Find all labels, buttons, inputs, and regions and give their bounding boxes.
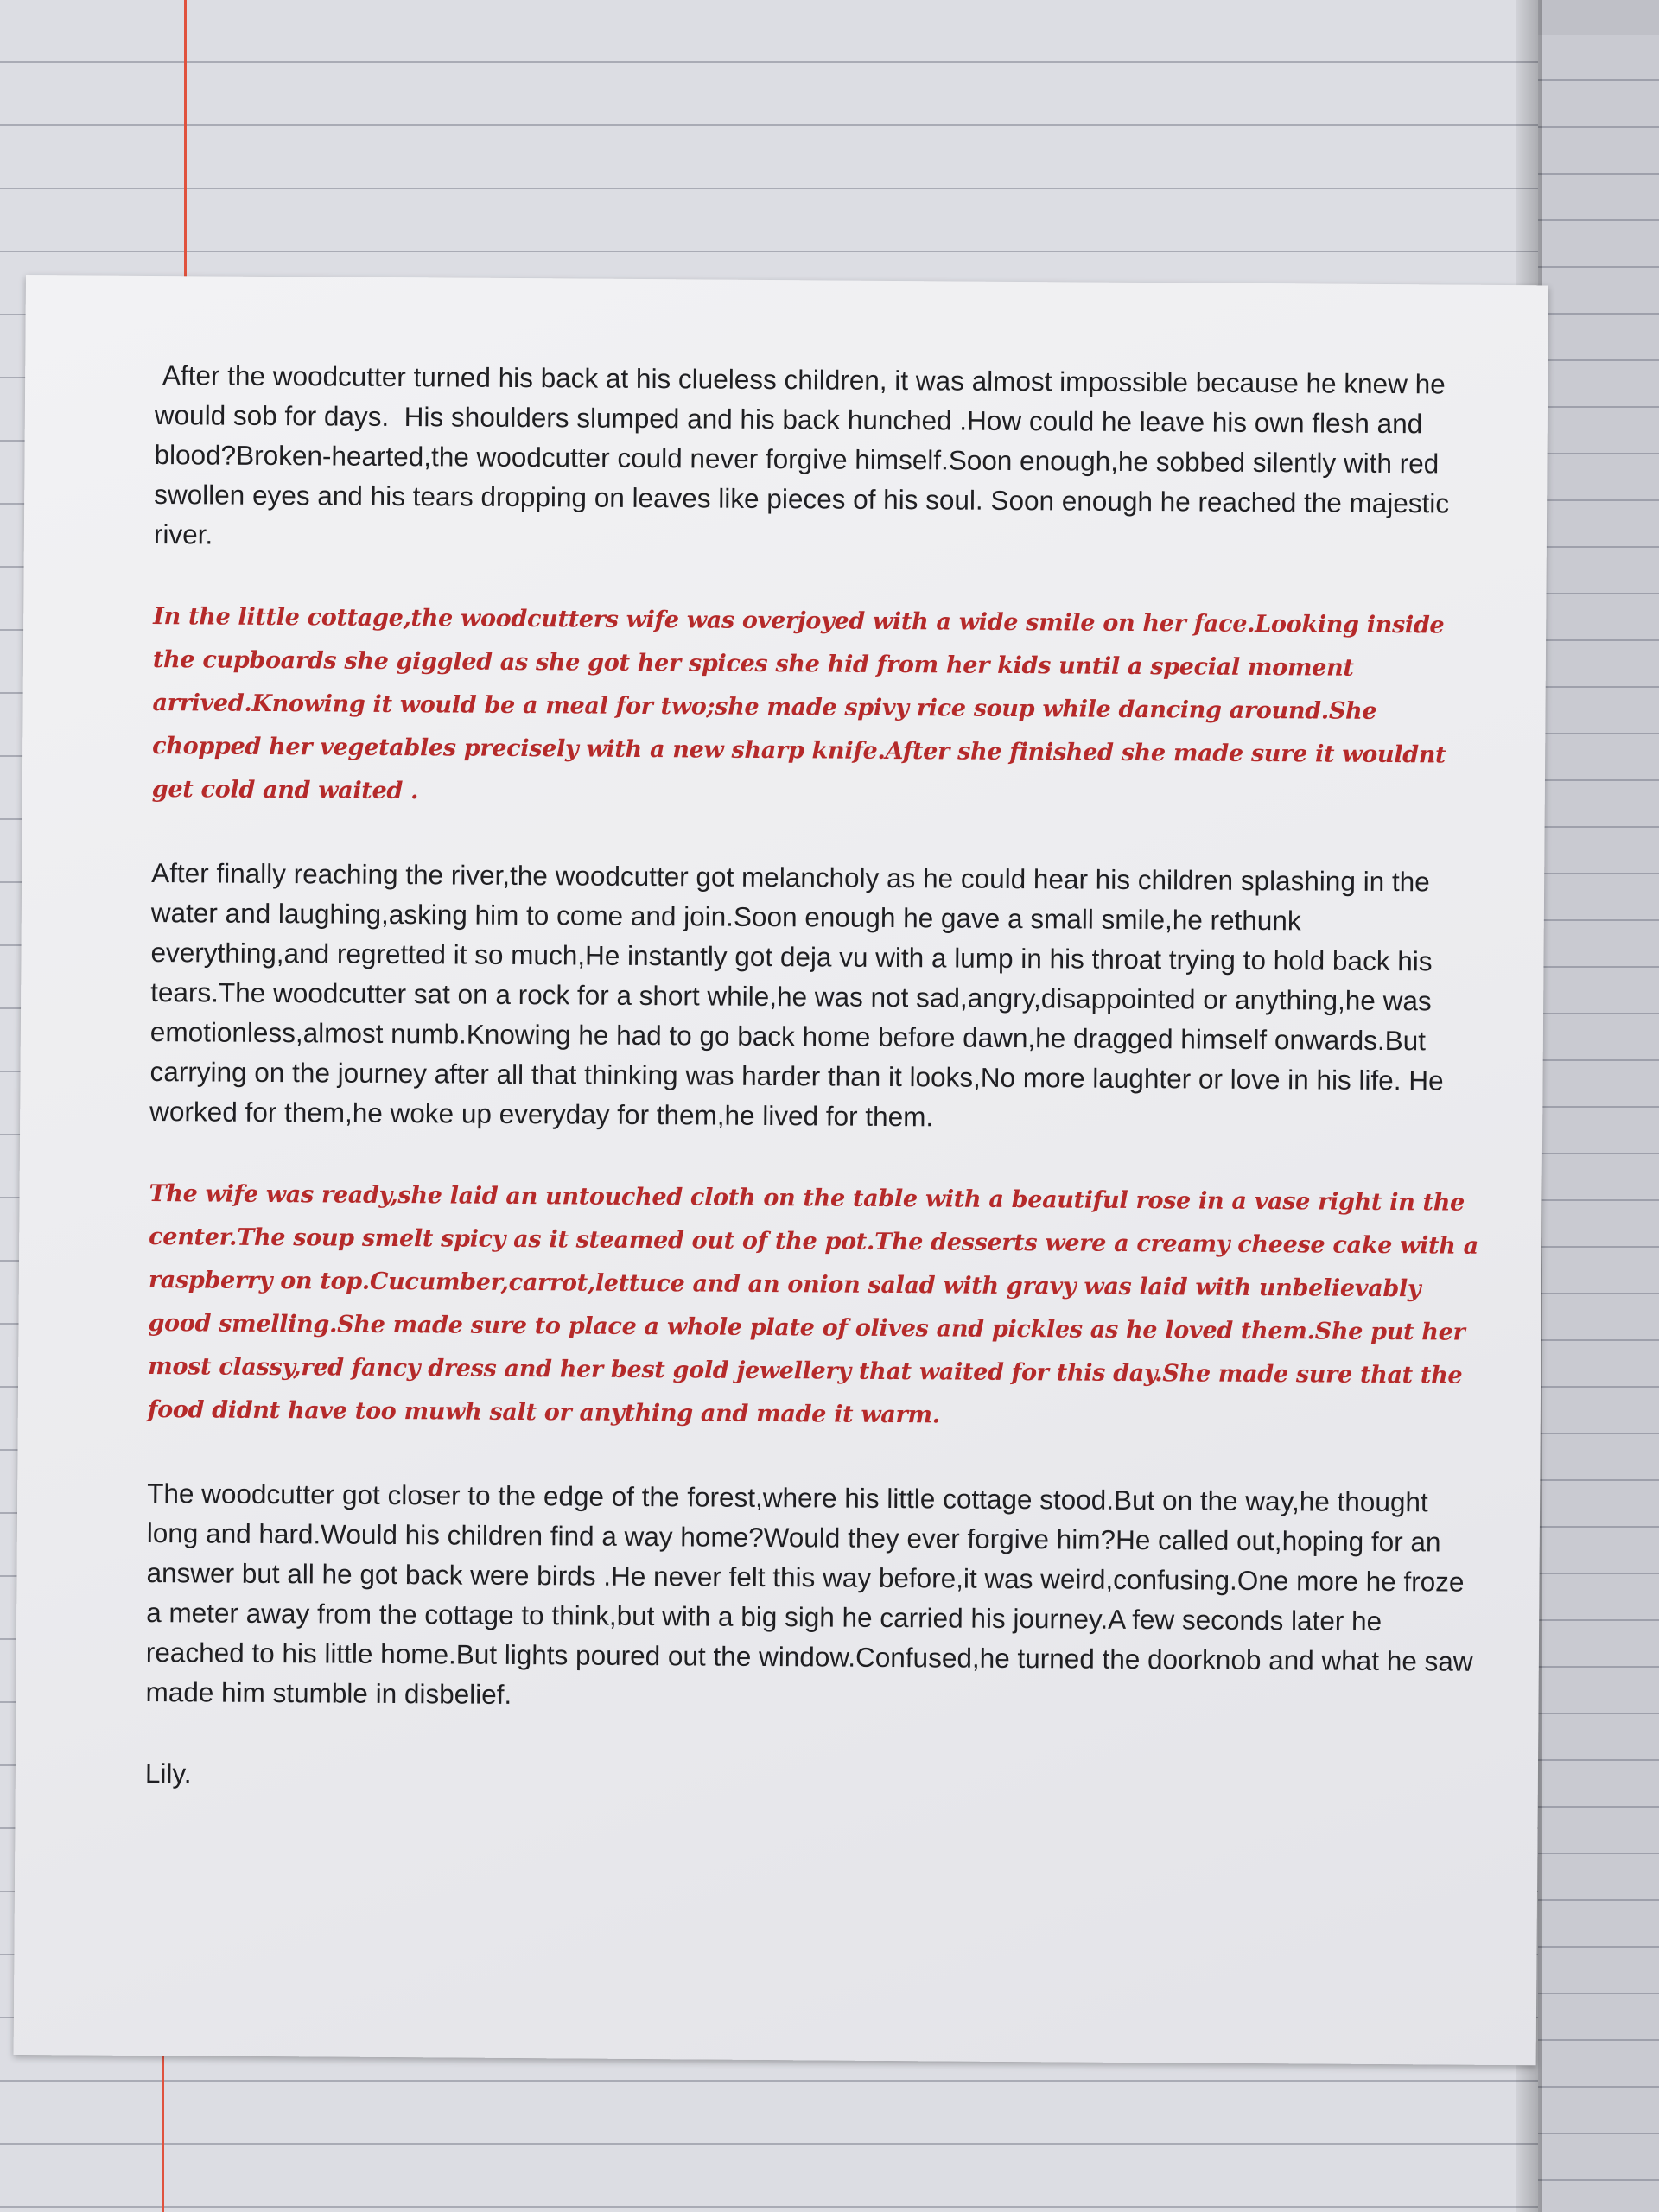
notebook-margin-line-bottom <box>162 2041 164 2212</box>
story-paragraph-3: After finally reaching the river,the woodcutter got melancholy as he could hear his children splashing in the water and laughing,asking him to come and join.Soon enough he gave a small smile,he rethunk everything,and regretted it so much,He instantly got deja vu with a lump in his throat trying to hold back his tears.The woodcutter sat on a rock for a short while,he was not sad,angry,disappointed or anything,he was emotionless,almost numb.Knowing he had to go back home before dawn,he dragged himself onwards.But carrying on the journey after all that thinking was harder than it looks,No more laughter or love in his life. He worked for them,he woke up everyday for them,he lived for them. <box>149 857 1452 1133</box>
printed-sheet <box>14 275 1548 2065</box>
story-paragraph-5: The woodcutter got closer to the edge of the forest,where his little cottage stood.But on the way,he thought long and hard.Would his children find a way home?Would they ever forgive him?He called out,hoping for an answer but all he got back were birds .He never felt this way before,it was weird,confusing.One more he froze a meter away from the cottage to think,but with a big sigh he carried his journey.A few seconds later he reached to his little home.But lights poured out the window.Confused,he turned the doorknob and what he saw made him stumble in disbelief. <box>145 1478 1481 1710</box>
story-content <box>145 355 1486 1829</box>
story-paragraph-2: In the little cottage,the woodcutters wife was overjoyed with a wide smile on her face.Looking inside the cupboards she giggled as she got her spices she hid from her kids until a special moment arrived.Knowing it would be a meal for two;she made spivy rice soup while dancing around.She chopped her vegetables precisely with a new sharp knife.After she finished she made sure it wouldnt get cold and waited . <box>151 603 1454 805</box>
notebook-margin-line-top <box>184 0 187 285</box>
notebook-back-pages <box>1538 35 1659 2212</box>
story-paragraph-4: The wife was ready,she laid an untouched cloth on the table with a beautiful rose in a vase right in the center.The soup smelt spicy as it steamed out of the pot.The desserts were a creamy cheese cake with a raspberry on top.Cucumber,carrot,lettuce and an onion salad with gravy was laid with unbelievably good smelling.She made sure to place a whole plate of olives and pickles as he loved them.She put her most classy,red fancy dress and her best gold jewellery that waited for this day.She made sure that the food didnt have too muwh salt or anything and made it warm. <box>147 1180 1487 1429</box>
story-paragraph-1: After the woodcutter turned his back at his clueless children, it was almost impossible because he knew he would sob for days. His shoulders slumped and his back hunched .How could he leave his own flesh and blood?Broken-hearted,the woodcutter could never forgive himself.Soon enough,he sobbed silently with red swollen eyes and his tears dropping on leaves like pieces of his soul. Soon enough he reached the majestic river. <box>153 359 1458 550</box>
author-signature: Lily. <box>144 1758 192 1789</box>
